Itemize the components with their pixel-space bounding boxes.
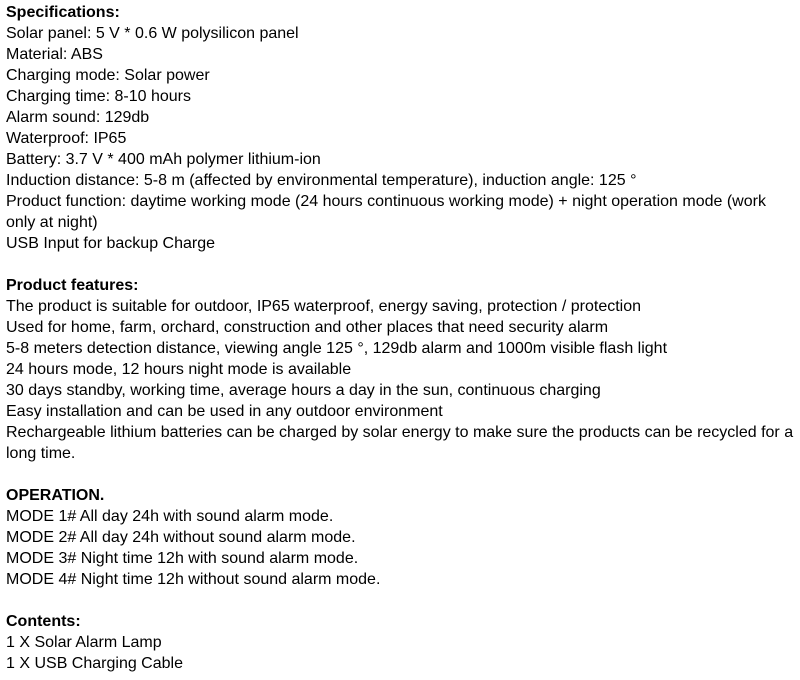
feature-line: 5-8 meters detection distance, viewing angle 125 °, 129db alarm and 1000m visible flash light <box>6 340 668 357</box>
spec-line-solar-panel: Solar panel: 5 V * 0.6 W polysilicon panel <box>6 25 299 42</box>
spec-line-usb-input: USB Input for backup Charge <box>6 235 216 252</box>
operation-heading: OPERATION. <box>6 487 105 504</box>
feature-line: Easy installation and can be used in any outdoor environment <box>6 403 443 420</box>
contents-item: 1 X USB Charging Cable <box>6 655 183 672</box>
operation-mode-line: MODE 2# All day 24h without sound alarm mode. <box>6 529 356 546</box>
spec-line-battery: Battery: 3.7 V * 400 mAh polymer lithium-ion <box>6 151 321 168</box>
feature-line: 24 hours mode, 12 hours night mode is available <box>6 361 352 378</box>
spec-line-induction-distance: Induction distance: 5-8 m (affected by environmental temperature), induction angle: 125 ° <box>6 172 637 189</box>
spec-line-waterproof: Waterproof: IP65 <box>6 130 127 147</box>
contents-heading: Contents: <box>6 613 81 630</box>
spec-line-product-function: Product function: daytime working mode (24 hours continuous working mode) + night operation mode (work only at night) <box>6 193 766 231</box>
operation-section <box>6 485 796 590</box>
contents-item: 1 X Solar Alarm Lamp <box>6 634 162 651</box>
spec-line-material: Material: ABS <box>6 46 103 63</box>
specifications-section <box>6 2 796 254</box>
operation-mode-line: MODE 4# Night time 12h without sound alarm mode. <box>6 571 381 588</box>
spec-line-alarm-sound: Alarm sound: 129db <box>6 109 150 126</box>
features-heading: Product features: <box>6 277 139 294</box>
feature-line: Used for home, farm, orchard, construction and other places that need security alarm <box>6 319 609 336</box>
spec-line-charging-mode: Charging mode: Solar power <box>6 67 210 84</box>
product-description-document <box>6 2 796 674</box>
feature-line: The product is suitable for outdoor, IP65 waterproof, energy saving, protection / protection <box>6 298 642 315</box>
feature-line: 30 days standby, working time, average hours a day in the sun, continuous charging <box>6 382 601 399</box>
feature-line: Rechargeable lithium batteries can be charged by solar energy to make sure the products can be recycled for a long time. <box>6 424 794 462</box>
specifications-heading: Specifications: <box>6 4 120 21</box>
operation-mode-line: MODE 1# All day 24h with sound alarm mode. <box>6 508 334 525</box>
features-section <box>6 275 796 464</box>
contents-section <box>6 611 796 674</box>
operation-mode-line: MODE 3# Night time 12h with sound alarm mode. <box>6 550 359 567</box>
spec-line-charging-time: Charging time: 8-10 hours <box>6 88 191 105</box>
